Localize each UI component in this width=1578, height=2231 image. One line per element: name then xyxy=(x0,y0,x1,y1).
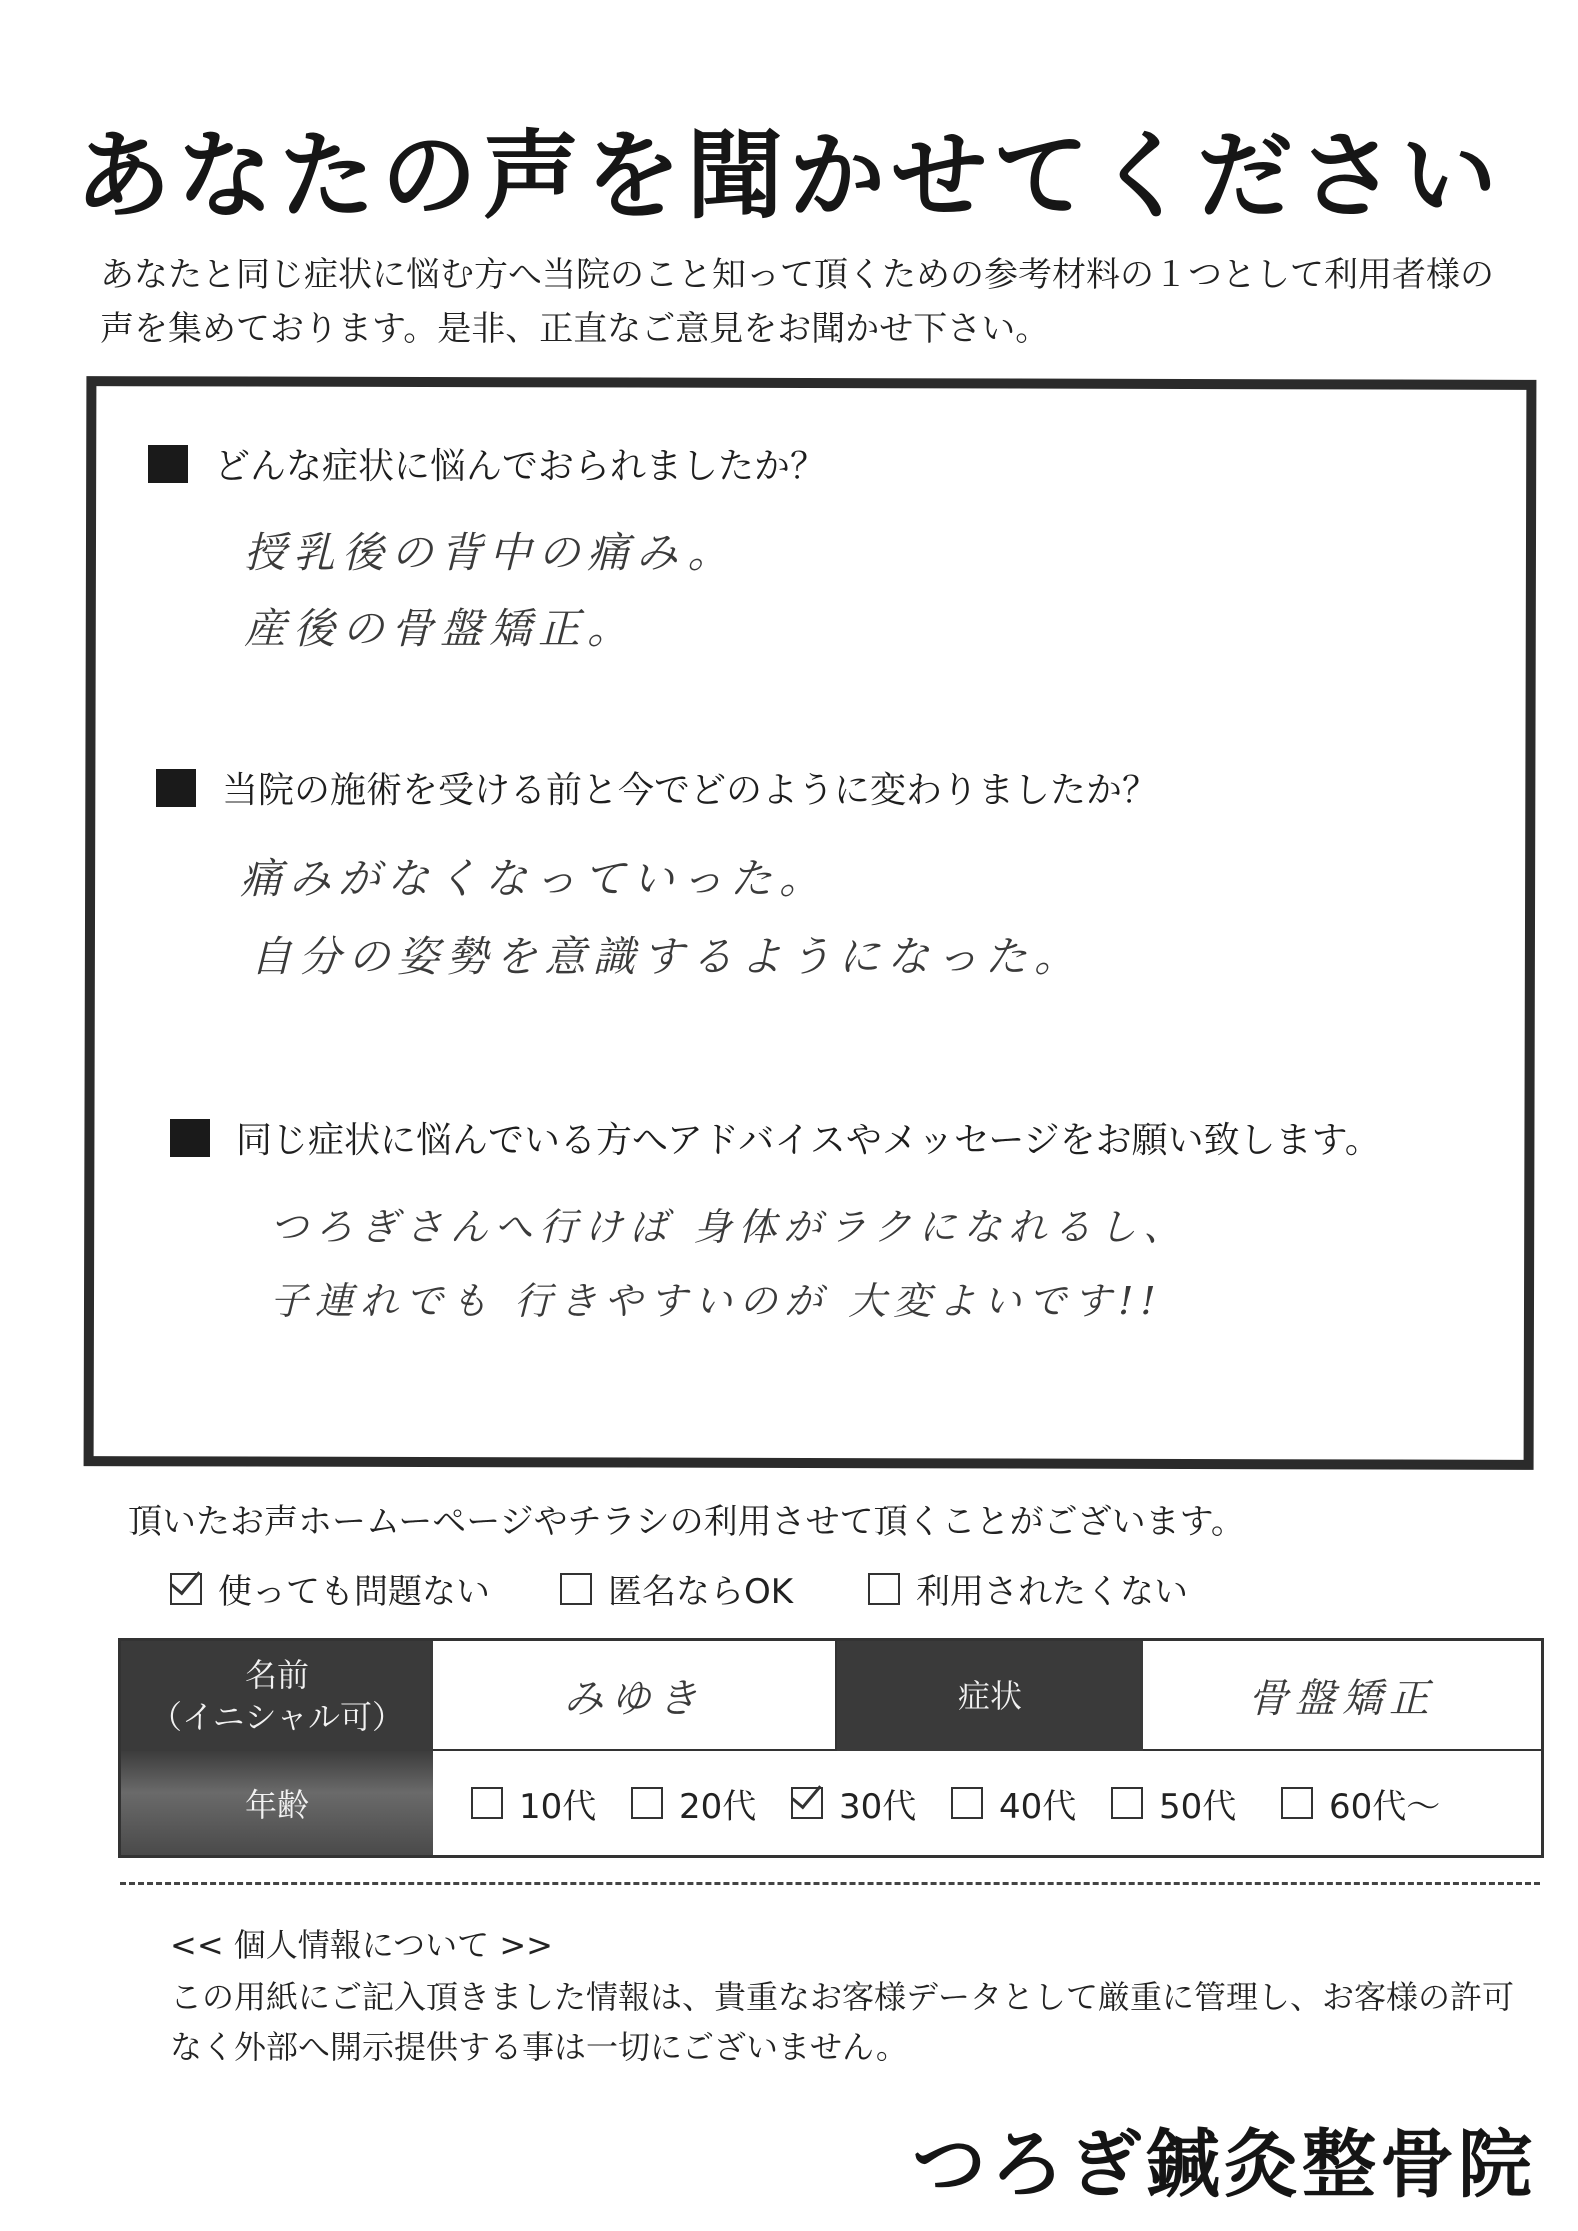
option-anonymous-label: 匿名ならOK xyxy=(608,1572,794,1612)
checkbox-icon[interactable] xyxy=(1111,1787,1143,1819)
age-label: 年齢 xyxy=(121,1751,433,1855)
checkbox-icon[interactable] xyxy=(1281,1787,1313,1819)
age-option-10s[interactable] xyxy=(471,1779,631,1828)
age-option-20s[interactable] xyxy=(631,1779,791,1828)
checkbox-checked-icon[interactable] xyxy=(170,1573,202,1605)
answer-2-line-2: 自分の姿勢を意識するようになった。 xyxy=(250,932,1084,981)
name-label-sub: （イニシャル可） xyxy=(149,1698,405,1736)
question-3 xyxy=(170,1112,1381,1163)
answer-3-line-1: つろぎさんへ行けば 身体がラクになれるし、 xyxy=(270,1205,1189,1249)
square-bullet-icon xyxy=(156,769,196,807)
checkbox-checked-icon[interactable] xyxy=(791,1787,823,1819)
usage-notice: 頂いたお声ホームーページやチラシの利用させて頂くことがございます。 xyxy=(128,1502,1245,1542)
question-2-label: 当院の施術を受ける前と今でどのように変わりましたか？ xyxy=(222,770,1159,811)
answer-1-line-2: 産後の骨盤矯正。 xyxy=(244,604,637,653)
checkbox-icon[interactable] xyxy=(868,1573,900,1605)
age-option-60s[interactable] xyxy=(1281,1779,1481,1828)
checkbox-icon[interactable] xyxy=(471,1787,503,1819)
age-option-label: 30代 xyxy=(839,1786,917,1827)
question-3-label: 同じ症状に悩んでいる方へアドバイスやメッセージをお願い致します。 xyxy=(236,1120,1381,1161)
privacy-heading: << 個人情報について >> xyxy=(170,1926,553,1964)
checkbox-icon[interactable] xyxy=(951,1787,983,1819)
name-label: 名前 xyxy=(244,1656,309,1694)
square-bullet-icon xyxy=(170,1119,210,1157)
question-1 xyxy=(148,438,826,489)
age-option-label: 10代 xyxy=(519,1786,597,1827)
age-options xyxy=(433,1751,1541,1855)
answer-1-line-1: 授乳後の背中の痛み。 xyxy=(244,528,737,577)
age-option-30s[interactable] xyxy=(791,1779,951,1828)
option-decline[interactable] xyxy=(868,1564,1188,1613)
name-value[interactable]: みゆき xyxy=(433,1641,837,1751)
option-decline-label: 利用されたくない xyxy=(916,1572,1188,1612)
dashed-divider xyxy=(120,1882,1540,1885)
name-label-cell xyxy=(121,1641,433,1751)
symptom-value[interactable]: 骨盤矯正 xyxy=(1143,1641,1541,1751)
age-option-40s[interactable] xyxy=(951,1779,1111,1828)
option-ok-label: 使っても問題ない xyxy=(218,1572,490,1612)
age-option-label: 40代 xyxy=(999,1786,1077,1827)
option-anonymous[interactable] xyxy=(560,1564,793,1613)
answer-3-line-2: 子連れでも 行きやすいのが 大変よいです!! xyxy=(270,1279,1163,1323)
option-ok[interactable] xyxy=(170,1564,490,1613)
question-1-label: どんな症状に悩んでおられましたか？ xyxy=(214,446,827,487)
checkbox-icon[interactable] xyxy=(560,1573,592,1605)
page-title: あなたの声を聞かせてください xyxy=(75,120,1503,232)
checkbox-icon[interactable] xyxy=(631,1787,663,1819)
intro-text: あなたと同じ症状に悩む方へ当院のこと知って頂くための参考材料の１つとして利用者様の声を集めております。是非、正直なご意見をお聞かせ下さい。 xyxy=(100,255,1494,349)
age-option-label: 60代～ xyxy=(1329,1786,1441,1827)
privacy-text: この用紙にご記入頂きました情報は、貴重なお客様データとして厳重に管理し、お客様の許可なく外部へ開示提供する事は一切にございません。 xyxy=(170,1978,1515,2066)
question-2 xyxy=(156,762,1158,813)
symptom-label: 症状 xyxy=(837,1641,1143,1751)
age-option-label: 50代 xyxy=(1159,1786,1237,1827)
age-option-50s[interactable] xyxy=(1111,1779,1281,1828)
square-bullet-icon xyxy=(148,445,188,483)
info-table xyxy=(118,1638,1544,1858)
clinic-name: つろぎ鍼灸整骨院 xyxy=(912,2122,1536,2208)
age-option-label: 20代 xyxy=(679,1786,757,1827)
answer-2-line-1: 痛みがなくなっていった。 xyxy=(240,854,829,903)
